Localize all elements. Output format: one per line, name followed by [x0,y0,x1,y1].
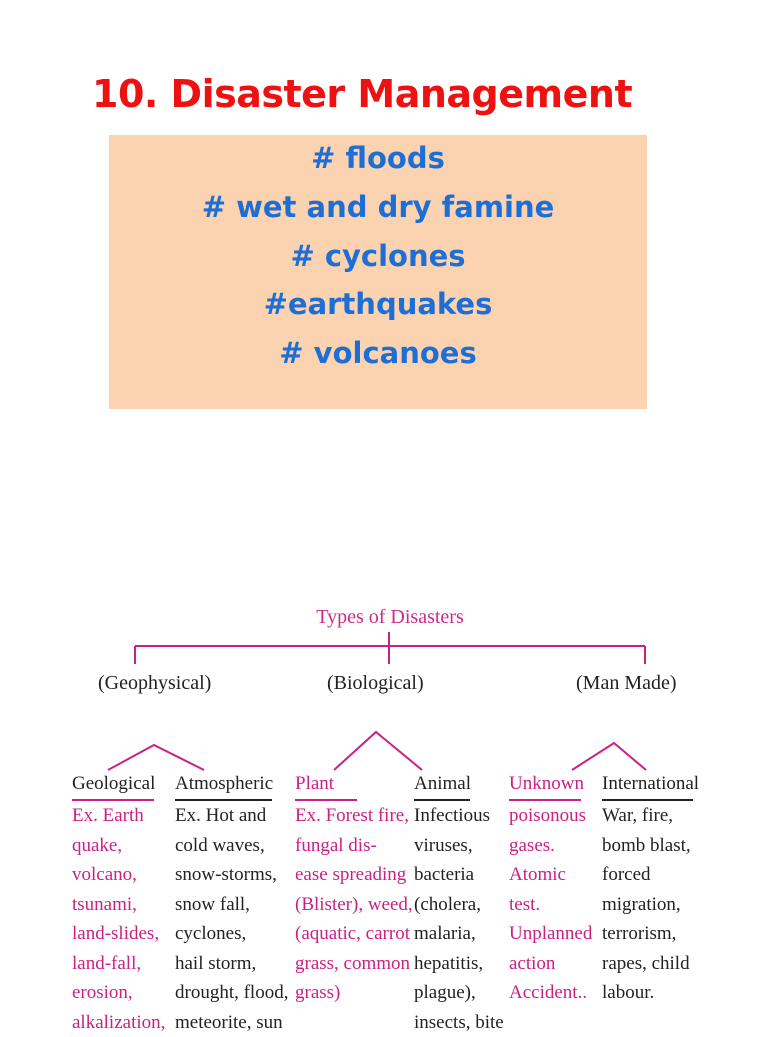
column-line: erosion, [72,978,165,1008]
topic-item: # cyclones [109,239,647,273]
column-line: tsunami, [72,890,165,920]
column-line: Accident.. [509,978,592,1008]
category-geophysical: (Geophysical) [98,672,211,695]
column-international [602,770,699,1008]
column-line: Atomic [509,860,592,890]
column-line: ease spreading [295,860,413,890]
column-heading: International [602,770,699,798]
column-line: (Blister), weed, [295,890,413,920]
diagram-title: Types of Disasters [300,606,480,629]
column-heading: Geological [72,770,165,798]
split-man-made [572,743,646,770]
column-line: plague), [414,978,504,1008]
column-line: malaria, [414,919,504,949]
category-man-made: (Man Made) [576,672,677,695]
column-heading: Atmospheric [175,770,288,798]
split-biological [334,732,422,770]
column-line: hail storm, [175,949,288,979]
column-line: quake, [72,831,165,861]
column-line: volcano, [72,860,165,890]
column-line: hepatitis, [414,949,504,979]
topic-item: #earthquakes [109,287,647,321]
column-line: terrorism, [602,919,699,949]
column-heading: Animal [414,770,504,798]
column-heading: Unknown [509,770,592,798]
column-line: Ex. Forest fire, [295,801,413,831]
column-line: Ex. Earth [72,801,165,831]
category-biological: (Biological) [327,672,424,695]
column-line: migration, [602,890,699,920]
column-line: bomb blast, [602,831,699,861]
column-line: gases. [509,831,592,861]
column-line: test. [509,890,592,920]
column-line: forced [602,860,699,890]
column-geological [72,770,165,1037]
column-line: meteorite, sun [175,1008,288,1037]
column-line: labour. [602,978,699,1008]
split-geophysical [108,745,204,770]
column-line: Infectious [414,801,504,831]
column-line: grass, common [295,949,413,979]
column-line: insects, bite [414,1008,504,1037]
column-line: viruses, [414,831,504,861]
column-line: bacteria [414,860,504,890]
column-animal [414,770,504,1037]
topic-item: # volcanoes [109,336,647,370]
column-line: action [509,949,592,979]
column-line: (cholera, [414,890,504,920]
column-line: poisonous [509,801,592,831]
column-atmospheric [175,770,288,1037]
column-line: fungal dis- [295,831,413,861]
column-line: alkalization, [72,1008,165,1037]
column-line: drought, flood, [175,978,288,1008]
column-line: Unplanned [509,919,592,949]
column-plant [295,770,413,1008]
column-line: land-slides, [72,919,165,949]
column-line: land-fall, [72,949,165,979]
topic-item: # wet and dry famine [109,190,647,224]
column-heading: Plant [295,770,413,798]
column-line: cyclones, [175,919,288,949]
page-title: 10. Disaster Management [92,72,632,116]
column-line: War, fire, [602,801,699,831]
column-unknown [509,770,592,1008]
column-line: snow-storms, [175,860,288,890]
column-line: (aquatic, carrot [295,919,413,949]
column-line: grass) [295,978,413,1008]
column-line: Ex. Hot and [175,801,288,831]
column-line: snow fall, [175,890,288,920]
column-line: cold waves, [175,831,288,861]
topic-item: # floods [109,141,647,175]
column-line: rapes, child [602,949,699,979]
